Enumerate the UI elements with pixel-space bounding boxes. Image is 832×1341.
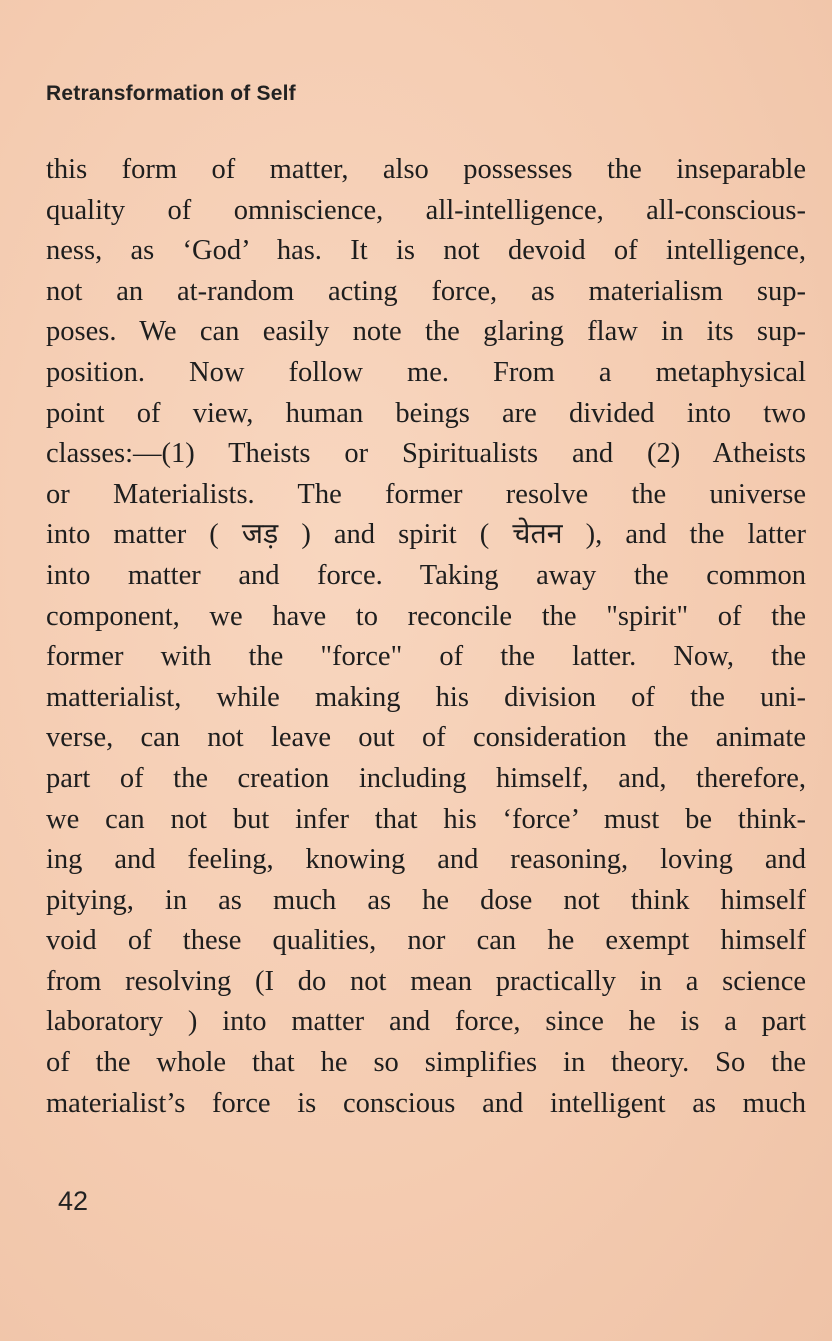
text-line: component, we have to reconcile the "spirit" of the	[46, 600, 806, 632]
text-line: into matter ( जड़ ) and spirit ( चेतन ), and the latter	[46, 519, 806, 551]
running-head: Retransformation of Self	[46, 82, 296, 105]
text-line: into matter and force. Taking away the common	[46, 559, 806, 591]
text-line: point of view, human beings are divided into two	[46, 397, 806, 429]
text-line: pitying, in as much as he dose not think himself	[46, 884, 806, 916]
text-line: or Materialists. The former resolve the universe	[46, 478, 806, 510]
text-line: laboratory ) into matter and force, since he is a part	[46, 1006, 806, 1038]
text-line: we can not but infer that his ‘force’ must be think-	[46, 803, 806, 835]
text-line: poses. We can easily note the glaring flaw in its sup-	[46, 316, 806, 348]
page-number: 42	[58, 1186, 89, 1216]
text-line: not an at-random acting force, as materialism sup-	[46, 275, 806, 307]
text-line: ness, as ‘God’ has. It is not devoid of intelligence,	[46, 235, 806, 267]
text-line: of the whole that he so simplifies in theory. So the	[46, 1047, 806, 1079]
text-line: verse, can not leave out of consideration the animate	[46, 722, 806, 754]
text-line: void of these qualities, nor can he exempt himself	[46, 925, 806, 957]
text-line: quality of omniscience, all-intelligence, all-conscious-	[46, 194, 806, 226]
text-line: position. Now follow me. From a metaphysical	[46, 356, 806, 388]
text-line: from resolving (I do not mean practically in a science	[46, 965, 806, 997]
text-line: this form of matter, also possesses the inseparable	[46, 154, 806, 185]
text-line: materialist’s force is conscious and intelligent as much	[46, 1087, 806, 1119]
body-text	[46, 150, 806, 1124]
text-line: ing and feeling, knowing and reasoning, loving and	[46, 844, 806, 876]
text-line: former with the "force" of the latter. Now, the	[46, 641, 806, 673]
text-line: classes:—(1) Theists or Spiritualists and (2) Atheists	[46, 438, 806, 470]
text-line: matterialist, while making his division of the uni-	[46, 681, 806, 713]
text-line: part of the creation including himself, and, therefore,	[46, 762, 806, 794]
